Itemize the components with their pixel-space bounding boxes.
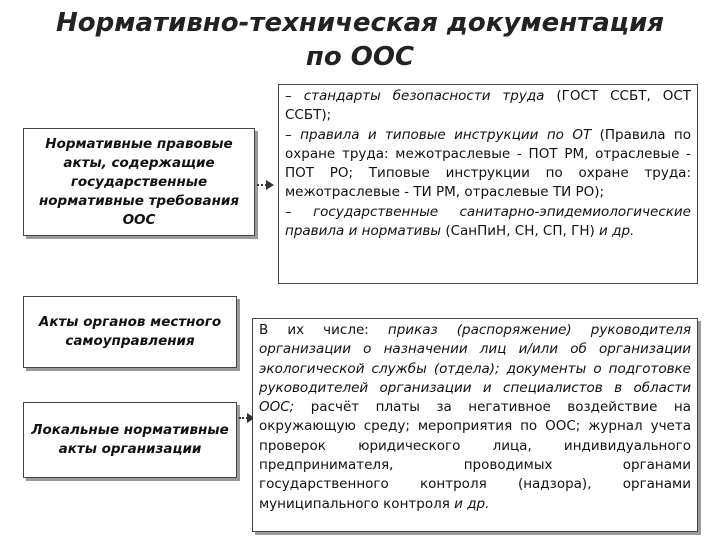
standards-item-1 [285, 87, 691, 126]
box-standards-list [278, 84, 698, 284]
standards-item-2-dash: – [285, 126, 301, 143]
box-local-organization-acts-text: Локальные нормативные акты организации [31, 422, 229, 457]
standards-item-2-detail: (Правила по охране труда: межотраслевые - ПОТ РМ, отраслевые - ПОТ РО; Типовые инструкции по охране труда: межотраслевые - ТИ РМ, отраслевые ТИ РО); [285, 126, 692, 201]
page-title [0, 6, 720, 74]
local-documents-italic: приказ (распоряжение) руководителя организации о назначении лиц и/или об организации экологической службы (отдела); документы о подготовке руководителей организации и специалистов в области ООС; [259, 322, 691, 416]
standards-item-2 [285, 126, 691, 203]
standards-item-3 [285, 203, 691, 242]
standards-item-1-detail: (ГОСТ ССБТ, ОСТ ССБТ); [285, 88, 692, 124]
title-line-1: Нормативно-техническая документация [56, 8, 664, 38]
box-local-organization-acts [23, 402, 237, 478]
box-local-government-acts [23, 296, 237, 368]
local-documents-end: и др. [454, 495, 490, 512]
box-legal-acts [23, 128, 255, 236]
standards-item-3-detail: (СанПиН, СН, СП, ГН) [441, 223, 600, 240]
standards-item-2-title: правила и типовые инструкции по ОТ [300, 126, 592, 143]
standards-item-3-end: и др. [599, 223, 635, 240]
title-line-2: по ООС [305, 42, 415, 72]
standards-item-3-title: государственные санитарно-эпидемиологические правила и нормативы [285, 203, 691, 240]
standards-item-1-dash: – [285, 88, 304, 104]
box-local-documents [252, 318, 698, 532]
box-local-government-acts-text: Акты органов местного самоуправления [38, 314, 222, 349]
standards-item-1-title: стандарты безопасности труда [303, 88, 545, 104]
local-documents-rest: расчёт платы за негативное воздействие на окружающую среду; мероприятия по ООС; журнал учета проверок юридического лица, индивидуального предпринимателя, проводимых органами государственного контроля (надзора), органами муниципального контроля [259, 399, 691, 512]
box-legal-acts-text: Нормативные правовые акты, содержащие государственные нормативные требования ООС [38, 135, 240, 228]
local-documents-lead: В их числе: [259, 322, 388, 338]
connector-arrow-1-head [266, 180, 274, 190]
local-documents-text [259, 321, 691, 514]
standards-item-3-dash: – [285, 203, 314, 220]
